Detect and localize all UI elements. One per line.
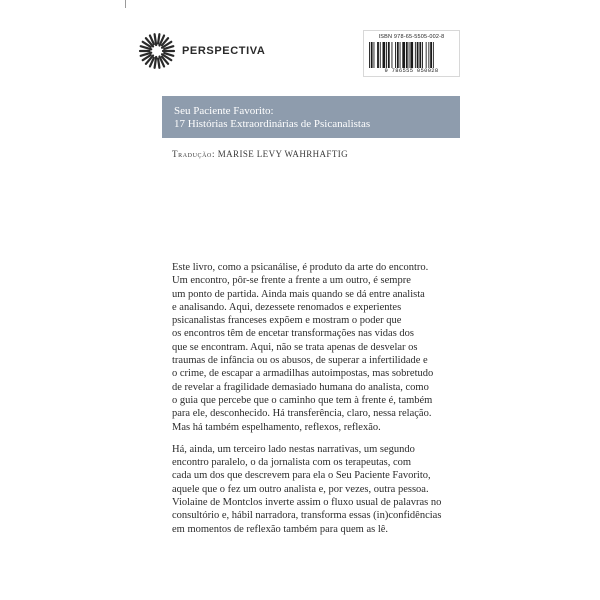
blurb-paragraph bbox=[172, 261, 472, 434]
barcode-bar bbox=[415, 42, 416, 68]
blurb-line: cada um dos que descrevem para ela o Seu Paciente Favorito, bbox=[172, 470, 431, 482]
barcode-bar bbox=[377, 42, 379, 68]
barcode-bar bbox=[392, 42, 393, 68]
logo-ray bbox=[158, 58, 159, 67]
logo-ray bbox=[155, 57, 157, 68]
barcode-bar bbox=[426, 42, 427, 68]
publisher-name: PERSPECTIVA bbox=[182, 45, 266, 57]
barcode-bar bbox=[380, 42, 381, 68]
blurb-paragraph bbox=[172, 443, 472, 536]
back-cover-blurb bbox=[172, 261, 472, 545]
barcode-bar bbox=[374, 42, 375, 68]
trim-mark bbox=[125, 0, 126, 8]
publisher-logo bbox=[138, 32, 265, 70]
barcode-bar bbox=[406, 42, 408, 68]
barcode-bar bbox=[400, 42, 401, 68]
barcode-bar bbox=[417, 42, 419, 68]
blurb-line: o crime, de escapar a armadilhas autoimpostas, mas sobretudo bbox=[172, 368, 434, 380]
book-subtitle: 17 Histórias Extraordinárias de Psicanalistas bbox=[174, 118, 371, 130]
blurb-line: Violaine de Montclos inverte assim o fluxo usual de palavras no bbox=[172, 497, 442, 509]
book-title: Seu Paciente Favorito: bbox=[174, 105, 274, 117]
blurb-line: encontro paralelo, o da jornalista com os terapeutas, com bbox=[172, 457, 412, 469]
translation-credit bbox=[172, 149, 348, 159]
blurb-line: os encontros têm de encetar transformações nas vidas dos bbox=[172, 328, 415, 340]
barcode-bar bbox=[388, 42, 390, 68]
isbn-barcode bbox=[363, 30, 460, 77]
blurb-line: que se encontram. Aqui, não se trata apenas de desvelar os bbox=[172, 341, 418, 353]
blurb-line: aquele que o fez um outro analista e, por vezes, outra pessoa. bbox=[172, 483, 429, 495]
barcode-bar bbox=[369, 42, 370, 68]
logo-ray bbox=[155, 34, 157, 45]
barcode-bar bbox=[402, 42, 405, 68]
translator-name: MARISE LEVY WAHRHAFTIG bbox=[217, 149, 349, 159]
barcode-bar bbox=[410, 42, 413, 68]
blurb-line: em momentos de reflexão também para quem as lê. bbox=[172, 523, 389, 535]
blurb-line: o guia que percebe que o caminho que tem à frente é, também bbox=[172, 394, 433, 406]
barcode-bars bbox=[369, 42, 456, 68]
blurb-line: um ponto de partida. Ainda mais quando se dá entre analista bbox=[172, 288, 425, 300]
blurb-line: consultório e, hábil narradora, transforma essas (in)confidências bbox=[172, 510, 442, 522]
blurb-line: Há, ainda, um terceiro lado nestas narrativas, um segundo bbox=[172, 443, 415, 455]
isbn-label: ISBN 978-65-5505-002-8 bbox=[378, 34, 445, 40]
blurb-line: Um encontro, pôr-se frente a frente a um outro, é sempre bbox=[172, 275, 411, 287]
barcode-bar bbox=[430, 42, 432, 68]
blurb-line: psicanalistas franceses expõem e mostram o poder que bbox=[172, 315, 402, 327]
barcode-bar bbox=[397, 42, 399, 68]
barcode-bar bbox=[395, 42, 396, 68]
barcode-bar bbox=[422, 42, 423, 68]
blurb-line: traumas de infância ou os abusos, de superar a infertilidade e bbox=[172, 355, 428, 367]
logo-ray bbox=[158, 34, 159, 43]
perspectiva-radial-logo-icon bbox=[138, 32, 176, 70]
blurb-line: de revelar a fragilidade demasiado humana do analista, como bbox=[172, 381, 429, 393]
blurb-line: e analisando. Aqui, dezessete renomados e experientes bbox=[172, 301, 402, 313]
barcode-bar bbox=[383, 42, 386, 68]
barcode-bar bbox=[433, 42, 434, 68]
blurb-line: Este livro, como a psicanálise, é produto da arte do encontro. bbox=[172, 262, 429, 273]
barcode-bar bbox=[409, 42, 410, 68]
blurb-line: Mas há também espelhamento, reflexos, reflexão. bbox=[172, 421, 381, 433]
barcode-bar bbox=[419, 42, 421, 68]
barcode-bar bbox=[428, 42, 429, 68]
barcode-bar bbox=[386, 42, 387, 68]
barcode-bar bbox=[371, 42, 373, 68]
barcode-digits: 9 786555 050028 bbox=[384, 67, 439, 74]
blurb-line: para ele, desconhecido. Há transferência, claro, nessa relação. bbox=[172, 408, 432, 420]
title-band bbox=[162, 96, 460, 138]
translation-label: Tradução: bbox=[172, 149, 216, 159]
